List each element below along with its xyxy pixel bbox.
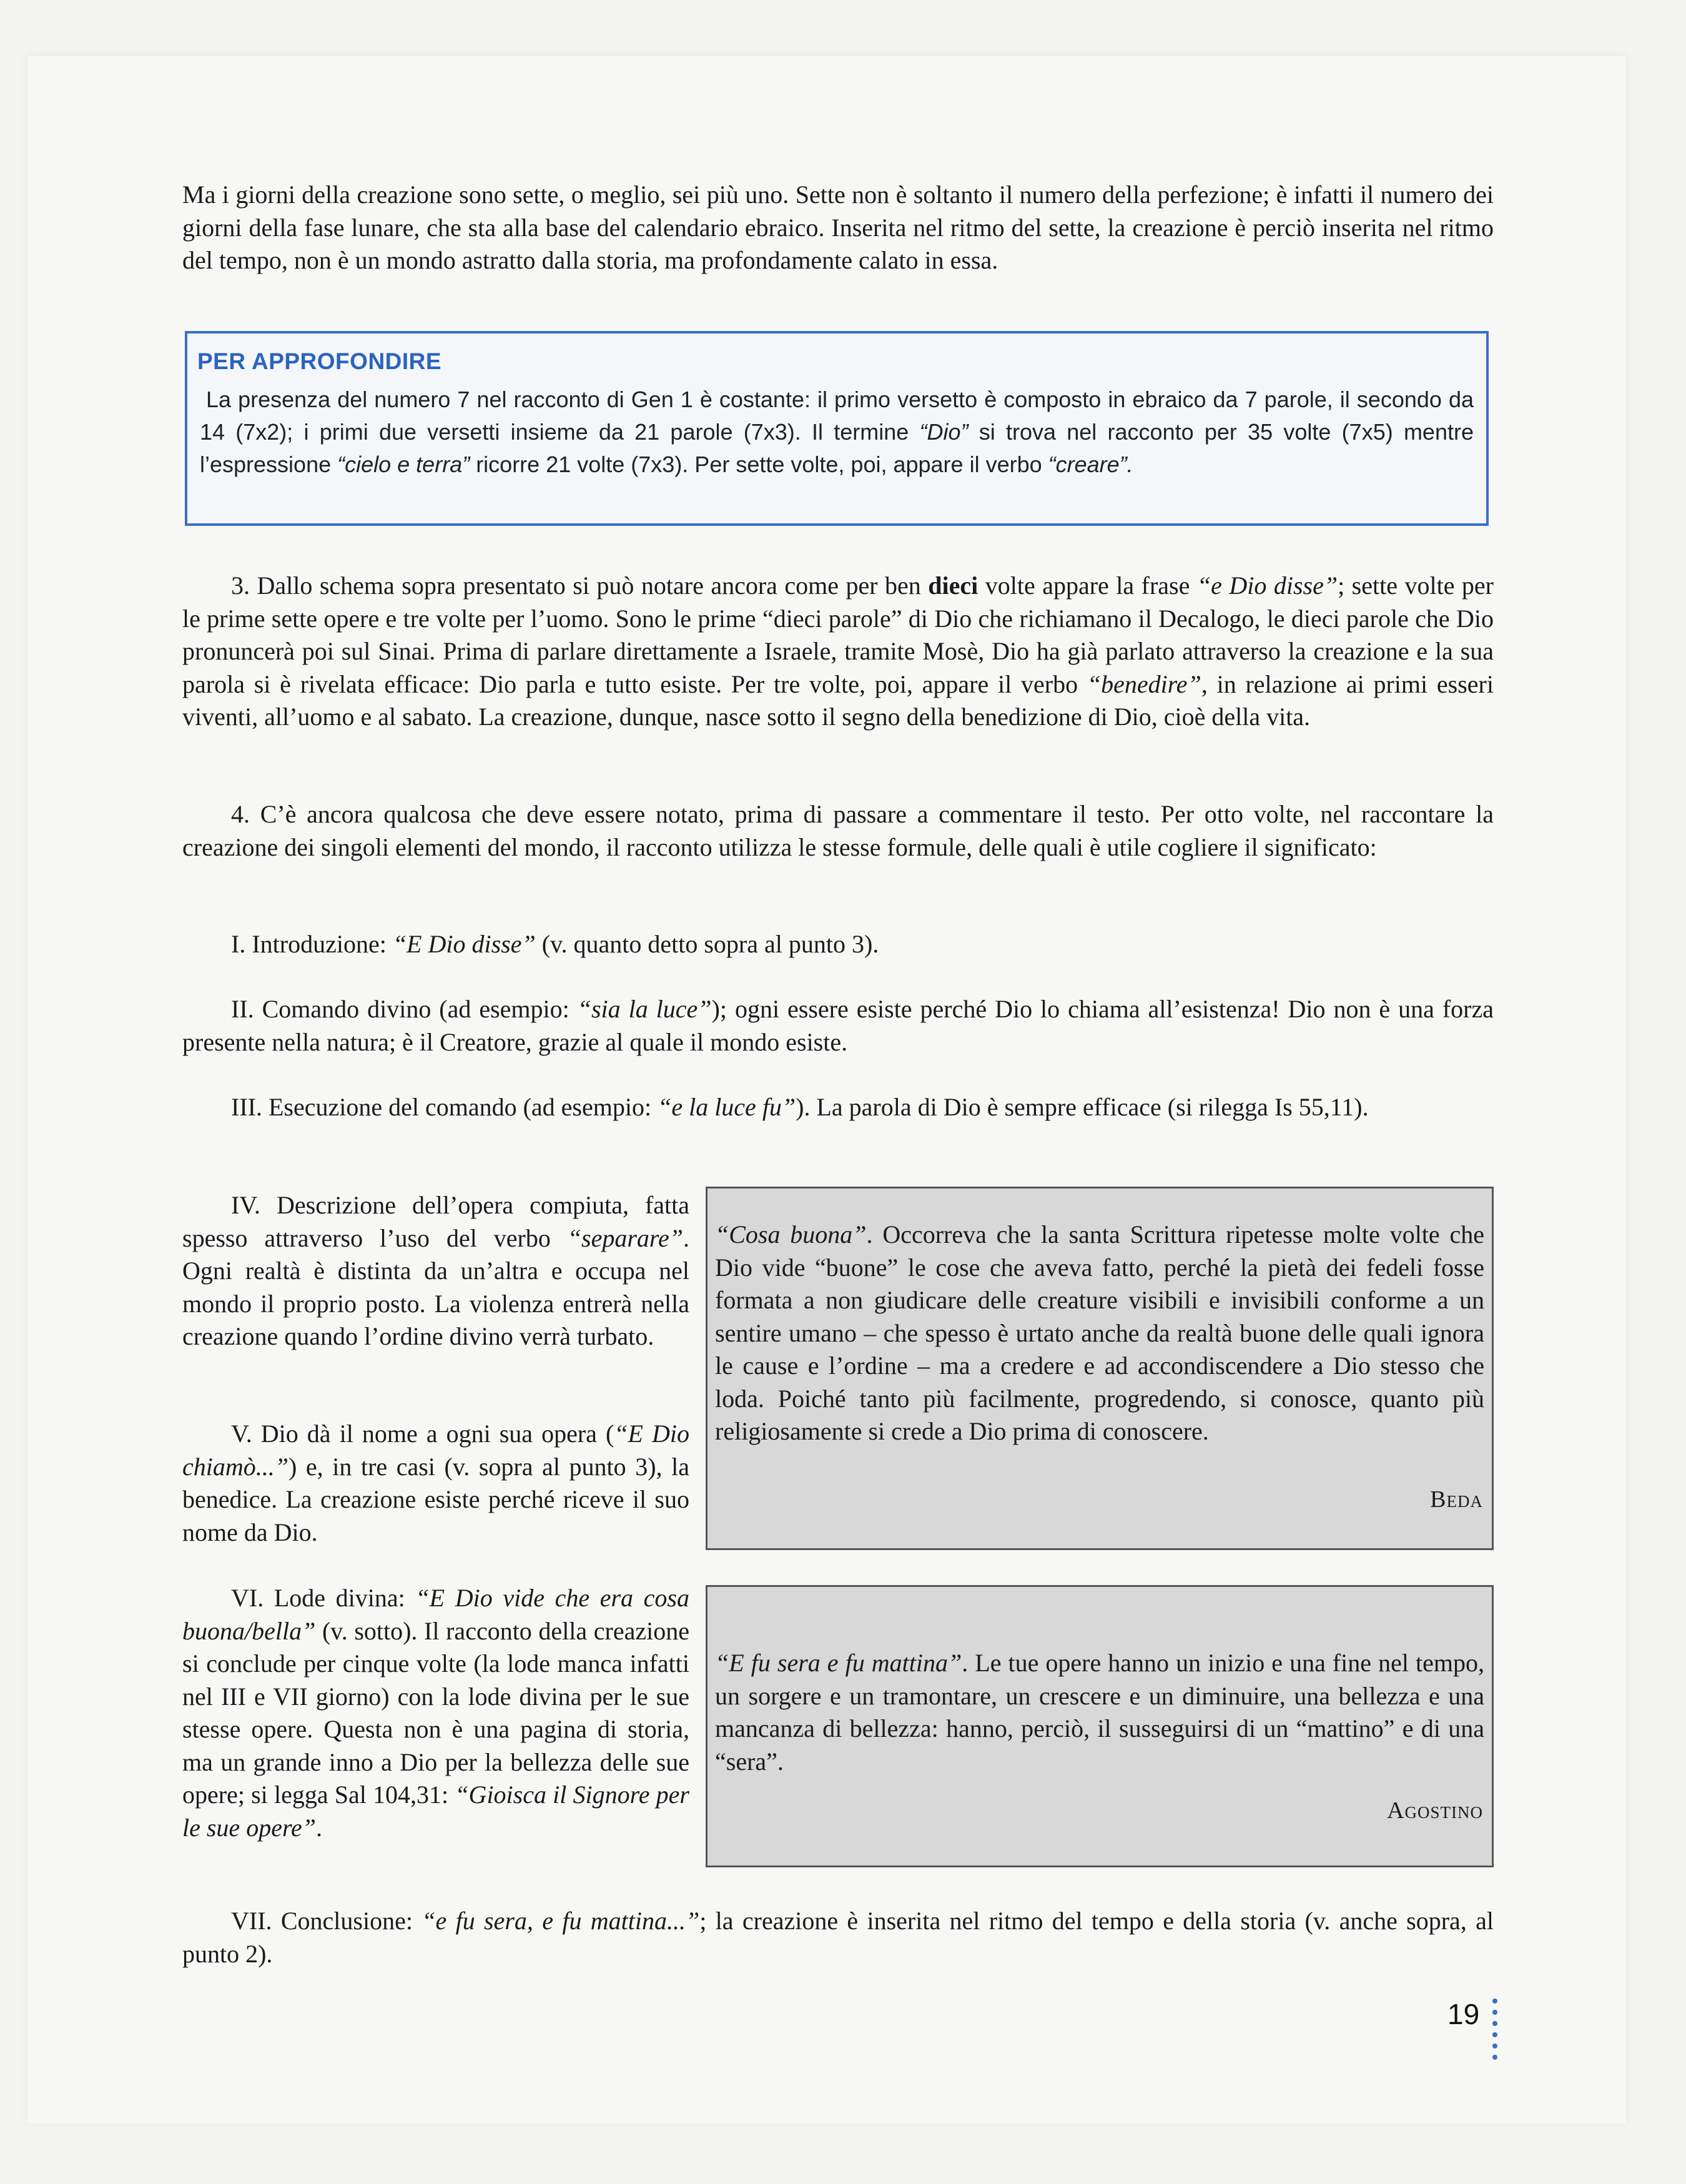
formula-4: IV. Descrizione dell’opera compiuta, fatta spesso attraverso l’uso del verbo “separare”. Ogni realtà è distinta da un’altra e occupa nel mondo il proprio posto. La violenza entrerà nella creazione quando l’ordine divino verrà turbato. — [182, 1191, 689, 1350]
page-number: 19 — [1447, 1998, 1480, 2030]
quote-beda-text: “Cosa buona”. Occorreva che la santa Scrittura ripetesse molte volte che Dio vide “buone” le cose che aveva fatto, perché la pietà dei fedeli fosse formata a non giudicare delle creature visibili e invisibili conforme a un sentire umano – che spesso è urtato anche da realtà buone delle quali ignora le cause e l’ordine – ma a credere e ad accondiscendere a Dio stesso che loda. Poiché tanto più facilmente, progredendo, si conosce, quanto più religiosamente si crede a Dio prima di conoscere. — [715, 1220, 1484, 1445]
formula-7: VII. Conclusione: “e fu sera, e fu mattina...”; la creazione è inserita nel ritmo del tempo e della storia (v. anche sopra, al punto 2). — [182, 1907, 1494, 1968]
formula-1: I. Introduzione: “E Dio disse” (v. quanto detto sopra al punto 3). — [231, 930, 879, 958]
formula-3: III. Esecuzione del comando (ad esempio: “e la luce fu”). La parola di Dio è sempre efficace (si rilegga Is 55,11). — [231, 1093, 1369, 1121]
quote-agostino-author: Agostino — [1387, 1797, 1483, 1824]
formula-5: V. Dio dà il nome a ogni sua opera (“E Dio chiamò...”) e, in tre casi (v. sopra al punto 3), la benedice. La creazione esiste perché riceve il suo nome da Dio. — [182, 1420, 689, 1546]
quote-box-beda — [706, 1187, 1494, 1550]
intro-paragraph: Ma i giorni della creazione sono sette, o meglio, sei più uno. Sette non è soltanto il numero della perfezione; è infatti il numero dei giorni della fase lunare, che sta alla base del calendario ebraico. Inserita nel ritmo del sette, la creazione è perciò inserita nel ritmo del tempo, non è un mondo astratto dalla storia, ma profondamente calato in essa. — [182, 180, 1494, 274]
point-4-paragraph: 4. C’è ancora qualcosa che deve essere notato, prima di passare a commentare il testo. Per otto volte, nel raccontare la creazione dei singoli elementi del mondo, il racconto utilizza le stesse formule, delle quali è utile cogliere il significato: — [182, 800, 1494, 861]
approfondire-body: La presenza del numero 7 nel racconto di Gen 1 è costante: il primo versetto è composto in ebraico da 7 parole, il secondo da 14 (7x2); i primi due versetti insieme da 21 parole (7x3). Il termine “Dio” si trova nel racconto per 35 volte (7x5) mentre l’espressione “cielo e terra” ricorre 21 volte (7x3). Per sette volte, poi, appare il verbo “creare”. — [200, 387, 1474, 477]
page-dots-decoration — [1492, 1999, 1500, 2066]
point-3-paragraph: 3. Dallo schema sopra presentato si può notare ancora come per ben dieci volte appare la frase “e Dio disse”; sette volte per le prime sette opere e tre volte per l’uomo. Sono le prime “dieci parole” di Dio che richiamano il Decalogo, le dieci parole che Dio pronuncerà poi sul Sinai. Prima di parlare direttamente a Israele, tramite Mosè, Dio ha già parlato attraverso la creazione e la sua parola si è rivelata efficace: Dio parla e tutto esiste. Per tre volte, poi, appare il verbo “benedire”, in relazione ai primi esseri viventi, all’uomo e al sabato. La creazione, dunque, nasce sotto il segno della benedizione di Dio, cioè della vita. — [182, 571, 1494, 731]
approfondire-box — [185, 331, 1489, 526]
quote-box-agostino — [706, 1585, 1494, 1867]
formula-2: II. Comando divino (ad esempio: “sia la luce”); ogni essere esiste perché Dio lo chiama all’esistenza! Dio non è una forza presente nella natura; è il Creatore, grazie al quale il mondo esiste. — [182, 995, 1494, 1056]
formula-6: VI. Lode divina: “E Dio vide che era cosa buona/bella” (v. sotto). Il racconto della creazione si conclude per cinque volte (la lode manca infatti nel III e VII giorno) con la lode divina per le sue stesse opere. Questa non è una pagina di storia, ma un grande inno a Dio per la bellezza delle sue opere; si legga Sal 104,31: “Gioisca il Signore per le sue opere”. — [182, 1584, 689, 1842]
approfondire-title: PER APPROFONDIRE — [197, 348, 442, 374]
quote-agostino-text: “E fu sera e fu mattina”. Le tue opere hanno un inizio e una fine nel tempo, un sorgere e un tramontare, un crescere e un diminuire, una bellezza e una mancanza di bellezza: hanno, perciò, il susseguirsi di un “mattino” e di una “sera”. — [715, 1649, 1484, 1776]
quote-beda-author: Beda — [1430, 1486, 1483, 1513]
